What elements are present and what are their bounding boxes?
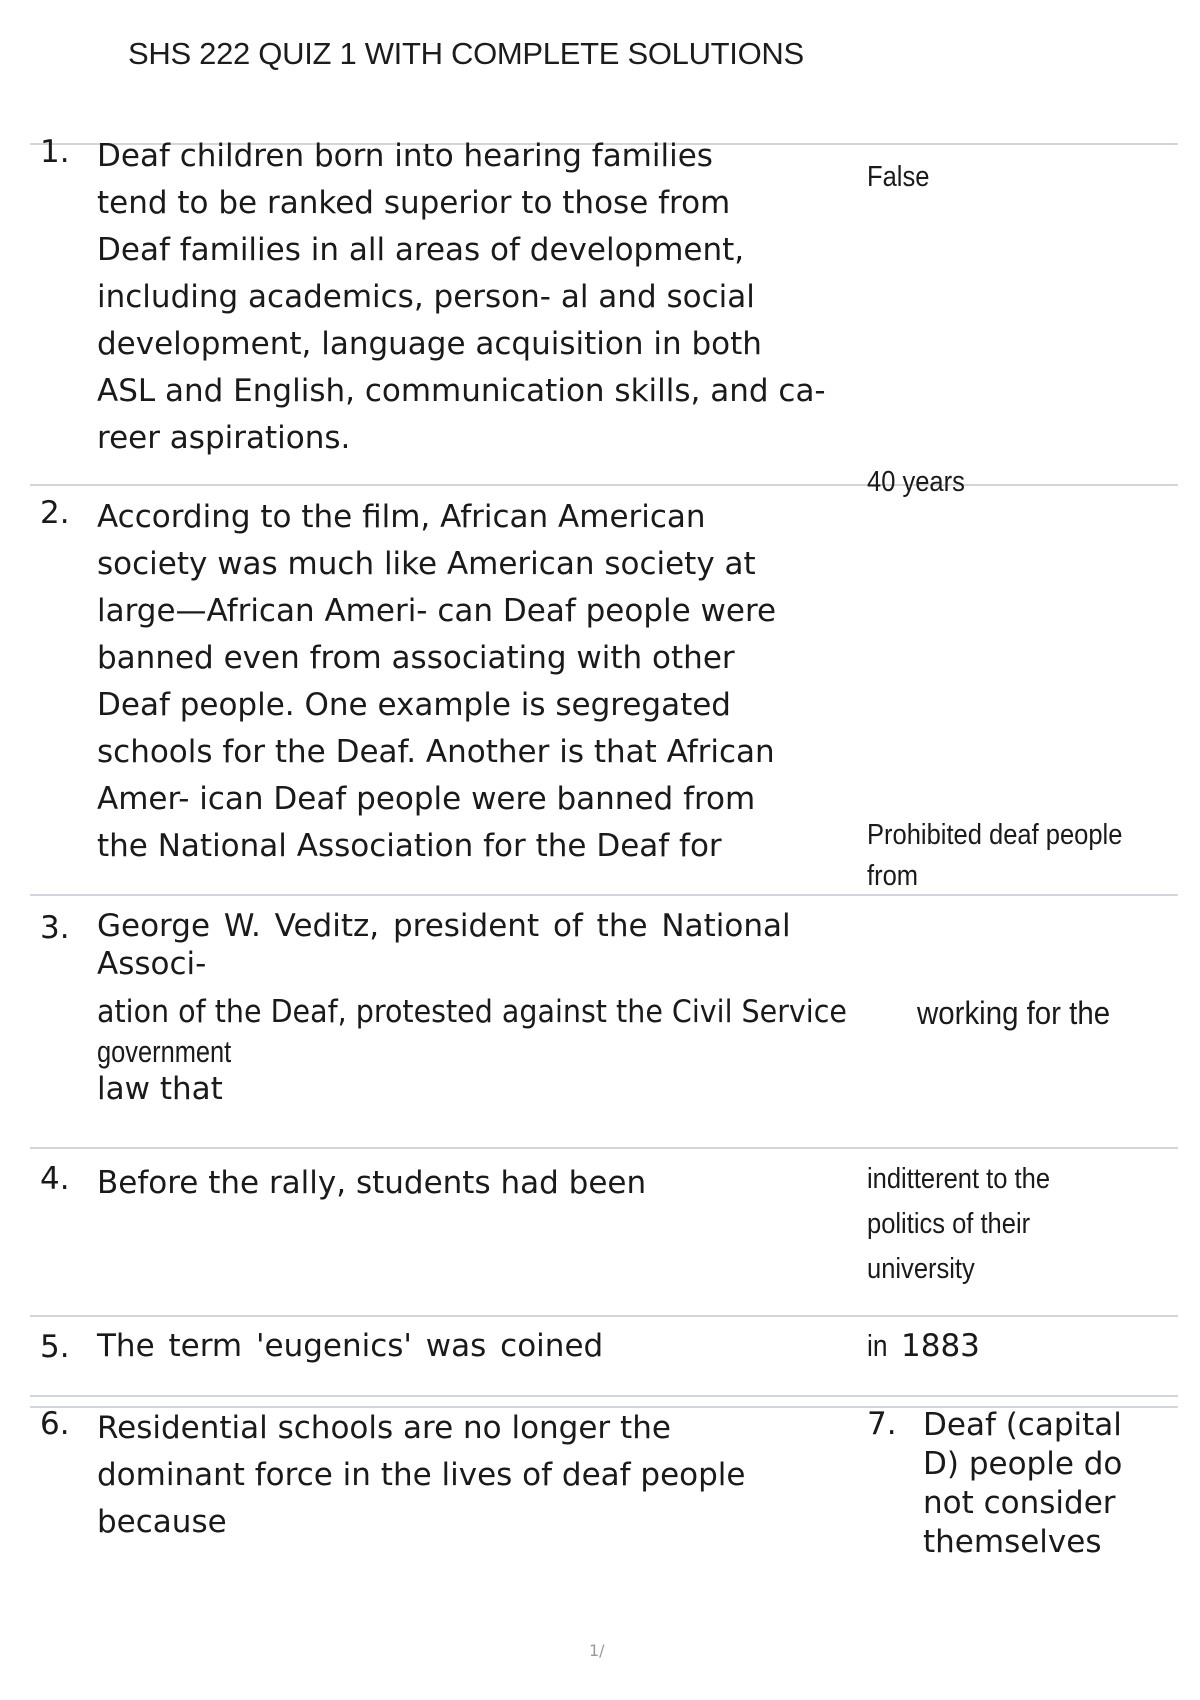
question-line: George W. Veditz, president of the National <box>97 908 791 944</box>
question-text: The term 'eugenics' was coined <box>97 1328 604 1364</box>
question-line: because <box>97 1504 227 1540</box>
question-line: Deaf children born into hearing families <box>97 138 713 174</box>
question-line: themselves <box>923 1524 1102 1560</box>
question-line: large—African Ameri- can Deaf people were <box>97 593 777 629</box>
question-line: ASL and English, communication skills, and ca- <box>97 373 826 409</box>
answer-prefix: in <box>867 1328 888 1363</box>
question-line: Deaf families in all areas of development, <box>97 232 745 268</box>
answer-text: 40 years <box>867 466 965 498</box>
question-line: tend to be ranked superior to those from <box>97 185 731 221</box>
question-line: According to the film, African American <box>97 499 706 535</box>
question-text <box>97 1405 847 1546</box>
question-line: Deaf people. One example is segregated <box>97 687 731 723</box>
answer-text <box>867 815 1122 897</box>
question-line: ation of the Deaf, protested against the Civil Service <box>97 994 847 1030</box>
question-number: 7. <box>867 1406 897 1442</box>
question-line: Amer- ican Deaf people were banned from <box>97 781 756 817</box>
page-title: SHS 222 QUIZ 1 WITH COMPLETE SOLUTIONS <box>128 36 804 71</box>
question-line: not consider <box>923 1485 1116 1521</box>
divider <box>30 1147 1178 1149</box>
question-line: dominant force in the lives of deaf people <box>97 1457 746 1493</box>
question-number: 3. <box>40 910 70 946</box>
answer-text: False <box>867 161 930 193</box>
divider <box>30 1395 1178 1397</box>
question-line: law that <box>97 1071 223 1107</box>
question-line: including academics, person- al and social <box>97 279 755 315</box>
answer-line: university <box>867 1253 975 1285</box>
question-text <box>923 1406 1122 1562</box>
question-line: Associ- <box>97 946 207 982</box>
question-number: 6. <box>40 1406 70 1442</box>
question-number: 2. <box>40 495 70 531</box>
question-line: society was much like American society at <box>97 546 756 582</box>
question-line: Deaf (capital <box>923 1407 1122 1443</box>
question-text <box>97 908 912 1107</box>
question-number: 4. <box>40 1161 70 1197</box>
question-text <box>97 133 847 462</box>
question-line: the National Association for the Deaf for <box>97 828 722 864</box>
answer-line: Prohibited deaf people <box>867 819 1123 851</box>
page-number: 1/ <box>589 1641 605 1660</box>
divider <box>30 1315 1178 1317</box>
answer-text <box>867 1328 980 1364</box>
question-text <box>97 494 847 870</box>
question-line: development, language acquisition in both <box>97 326 762 362</box>
answer-text <box>867 1157 1050 1292</box>
question-text: Before the rally, students had been <box>97 1165 647 1201</box>
answer-text: government <box>97 1034 232 1069</box>
question-line: schools for the Deaf. Another is that African <box>97 734 775 770</box>
question-line: reer aspirations. <box>97 420 351 456</box>
answer-line: inditterent to the <box>867 1163 1051 1195</box>
question-number: 5. <box>40 1329 70 1365</box>
answer-line: politics of their <box>867 1208 1031 1240</box>
question-line: Residential schools are no longer the <box>97 1410 671 1446</box>
answer-value: 1883 <box>901 1328 980 1364</box>
question-line: banned even from associating with other <box>97 640 735 676</box>
answer-line: from <box>867 860 919 892</box>
question-line: D) people do <box>923 1446 1123 1482</box>
question-number: 1. <box>40 134 70 170</box>
answer-text: working for the <box>917 995 1111 1031</box>
divider <box>30 484 1178 486</box>
